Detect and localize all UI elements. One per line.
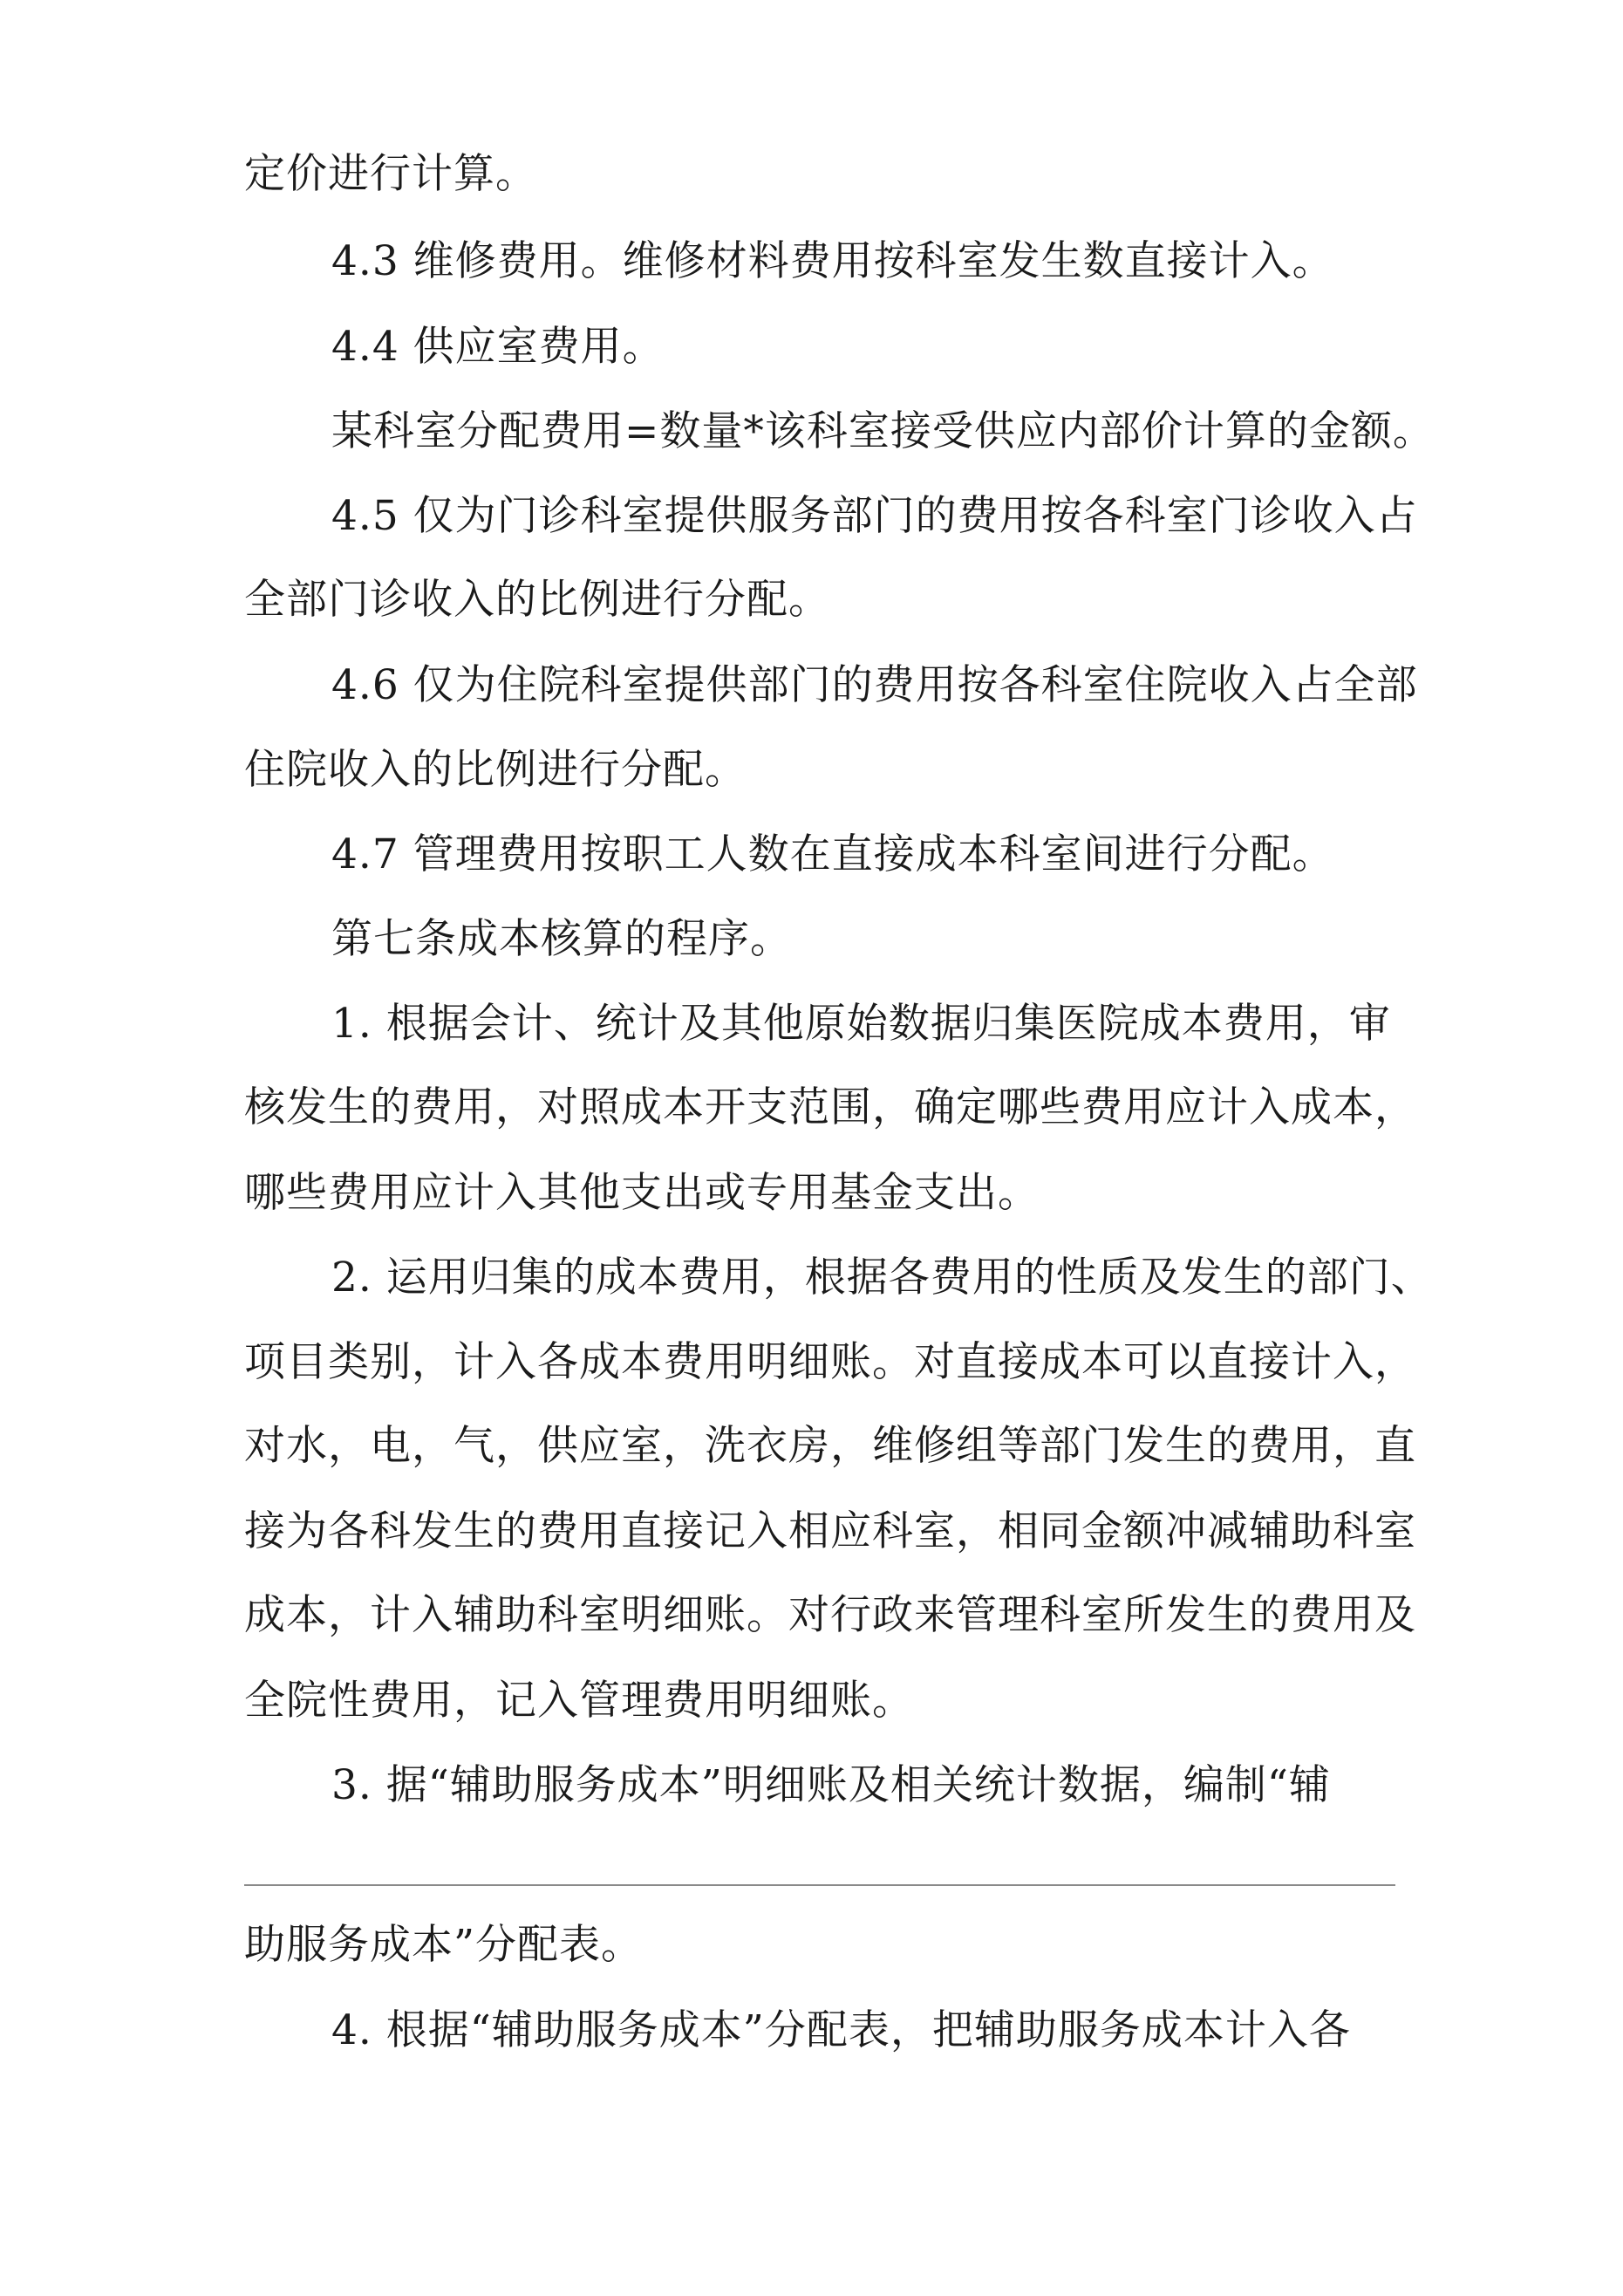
text-line: 4.5 仅为门诊科室提供服务部门的费用按各科室门诊收入占 bbox=[331, 492, 1418, 540]
text-line: 4.7 管理费用按职工人数在直接成本科室间进行分配。 bbox=[331, 830, 1334, 878]
text-line: 4.4 供应室费用。 bbox=[331, 323, 665, 371]
text-line: 核发生的费用，对照成本开支范围，确定哪些费用应计入成本， bbox=[244, 1083, 1416, 1131]
text-line: 项目类别，计入各成本费用明细账。对直接成本可以直接计入， bbox=[244, 1338, 1416, 1386]
text-line: 4. 根据“辅助服务成本”分配表，把辅助服务成本计入各 bbox=[331, 2006, 1351, 2054]
text-line: 对水，电，气，供应室，洗衣房，维修组等部门发生的费用，直 bbox=[244, 1422, 1416, 1470]
text-line: 定价进行计算。 bbox=[244, 150, 537, 198]
text-line: 4.3 维修费用。维修材料费用按科室发生数直接计入。 bbox=[331, 237, 1334, 285]
text-line: 第七条成本核算的程序。 bbox=[331, 915, 792, 963]
page-divider bbox=[244, 1884, 1395, 1886]
text-line: 2. 运用归集的成本费用，根据各费用的性质及发生的部门、 bbox=[331, 1254, 1433, 1302]
text-line: 4.6 仅为住院科室提供部门的费用按各科室住院收入占全部 bbox=[331, 661, 1418, 709]
text-line: 成本，计入辅助科室明细账。对行政来管理科室所发生的费用及 bbox=[244, 1591, 1416, 1639]
text-line: 住院收入的比例进行分配。 bbox=[244, 746, 747, 794]
text-line: 全院性费用，记入管理费用明细账。 bbox=[244, 1677, 914, 1725]
text-line: 某科室分配费用=数量*该科室接受供应内部价计算的金额。 bbox=[331, 407, 1435, 455]
text-line: 助服务成本”分配表。 bbox=[244, 1921, 644, 1969]
text-line: 1. 根据会计、统计及其他原始数据归集医院成本费用，审 bbox=[331, 1000, 1391, 1048]
text-line: 全部门诊收入的比例进行分配。 bbox=[244, 576, 830, 624]
text-line: 哪些费用应计入其他支出或专用基金支出。 bbox=[244, 1169, 1040, 1217]
text-line: 3. 据“辅助服务成本”明细账及相关统计数据，编制“辅 bbox=[331, 1761, 1331, 1809]
text-line: 接为各科发生的费用直接记入相应科室，相同金额冲减辅助科室 bbox=[244, 1507, 1416, 1555]
